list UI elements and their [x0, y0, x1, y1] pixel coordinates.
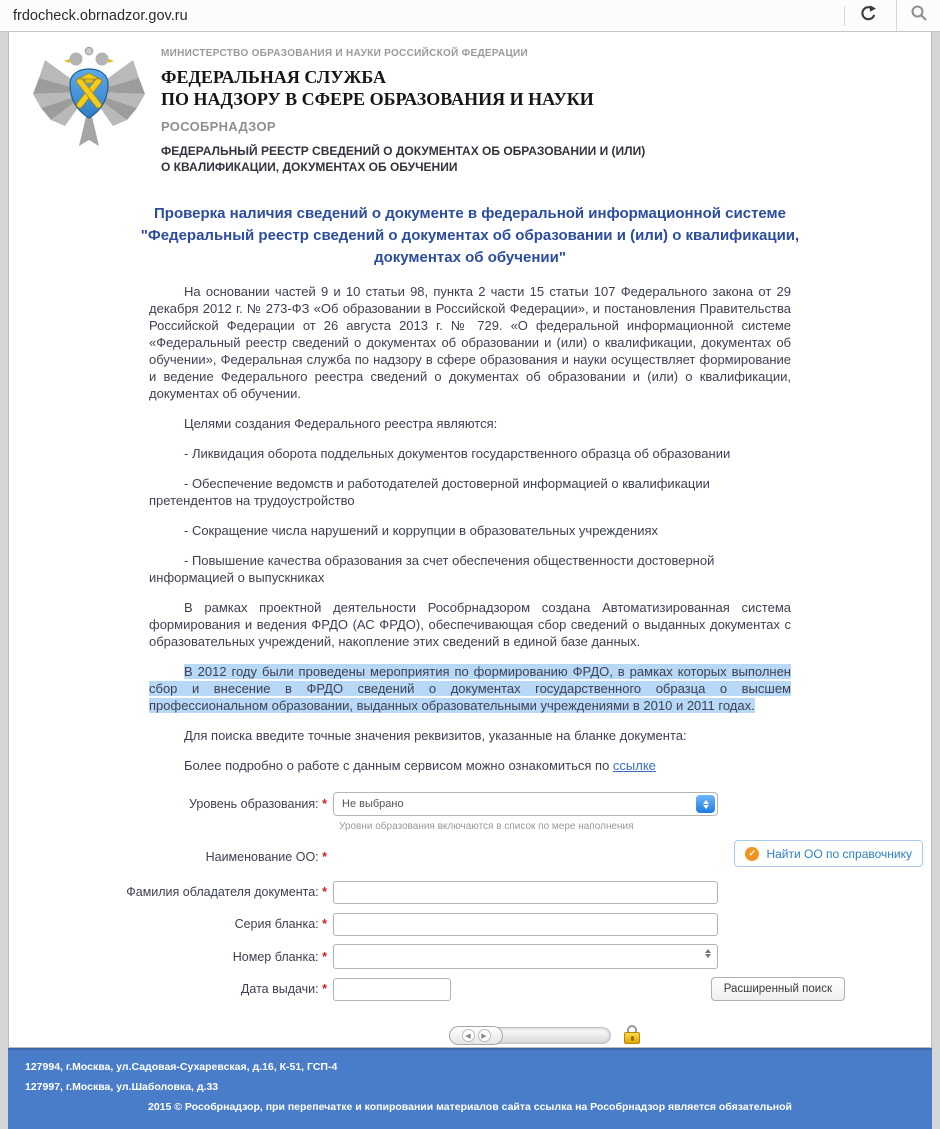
more-info-line: Более подробно о работе с данным сервисом можно ознакомиться по ссылке	[184, 758, 656, 773]
unlock-slider-zone	[9, 1023, 931, 1048]
search-icon	[910, 4, 928, 27]
issue-date-label: Дата выдачи:	[240, 982, 319, 996]
series-row	[9, 912, 931, 936]
service-short-name: РОСОБРНАДЗОР	[161, 119, 276, 134]
ministry-name: МИНИСТЕРСТВО ОБРАЗОВАНИЯ И НАУКИ РОССИЙСКОЙ ФЕДЕРАЦИИ	[161, 48, 529, 59]
search-button[interactable]	[896, 0, 940, 31]
browser-address-bar	[0, 0, 940, 32]
issue-date-row	[9, 977, 931, 1001]
find-oo-icon: ✓	[745, 847, 759, 861]
required-mark: *	[322, 797, 327, 811]
registry-name: ФЕДЕРАЛЬНЫЙ РЕЕСТР СВЕДЕНИЙ О ДОКУМЕНТАХ ОБ ОБРАЗОВАНИИ И (ИЛИ) О КВАЛИФИКАЦИИ, ДОКУМЕНТАХ ОБ ОБУЧЕНИИ	[161, 144, 646, 174]
education-level-select[interactable]	[333, 792, 718, 816]
series-input[interactable]	[333, 913, 718, 936]
advanced-search-button[interactable]: Расширенный поиск	[711, 977, 845, 1001]
education-level-row	[9, 792, 931, 816]
select-stepper-icon[interactable]	[696, 795, 715, 813]
page-content	[8, 32, 932, 1048]
number-input[interactable]	[333, 944, 718, 969]
required-mark: *	[322, 917, 327, 931]
rosobrnadzor-emblem-logo	[29, 44, 149, 175]
lock-icon	[623, 1025, 641, 1044]
unlock-slider-track[interactable]	[449, 1027, 611, 1044]
required-mark: *	[322, 982, 327, 996]
education-level-value: Не выбрано	[342, 798, 404, 810]
oo-name-label: Наименование ОО:	[205, 850, 319, 864]
service-name: ФЕДЕРАЛЬНАЯ СЛУЖБА ПО НАДЗОРУ В СФЕРЕ ОБРАЗОВАНИЯ И НАУКИ	[161, 67, 594, 109]
number-spinner-icon[interactable]	[705, 949, 711, 958]
surname-input[interactable]	[333, 881, 718, 904]
more-info-link[interactable]: ссылке	[612, 758, 656, 773]
highlighted-paragraph: В 2012 году были проведены мероприятия по формированию ФРДО, в рамках которых выполнен сбор и внесение в ФРДО сведений о документах государственного образца о высшем профессиональном образовании, выданных образовательными учреждениями в 2010 и 2011 годах.	[149, 664, 791, 713]
site-footer	[8, 1048, 932, 1129]
url-field[interactable]: frdocheck.obrnadzor.gov.ru	[13, 7, 188, 24]
goal-item: - Обеспечение ведомств и работодателей достоверной информацией о квалификации претендентов на трудоустройство	[149, 476, 710, 508]
intro-text	[149, 283, 791, 774]
search-hint: Для поиска введите точные значения реквизитов, указанные на бланке документа:	[184, 728, 687, 743]
reload-button[interactable]	[845, 0, 889, 31]
page-title: Проверка наличия сведений о документе в федеральной информационной системе "Федеральный реестр сведений о документах об образовании и (или) о квалификации, документах об обучении"	[140, 205, 800, 266]
find-oo-button[interactable]: ✓ Найти ОО по справочнику	[734, 840, 923, 867]
goal-item: - Сокращение числа нарушений и коррупции в образовательных учреждениях	[184, 523, 659, 538]
unlock-slider-handle[interactable]	[449, 1026, 503, 1045]
slider-arrow-left-icon: ◀	[462, 1029, 475, 1042]
surname-row	[9, 880, 931, 904]
education-level-label: Уровень образования:	[189, 797, 319, 811]
issue-date-input[interactable]	[333, 978, 451, 1001]
footer-copyright: 2015 © Рособрнадзор, при перепечатке и копировании материалов сайта ссылка на Рособрнадзор является обязательной	[148, 1101, 792, 1113]
intro-paragraph-frdo: В рамках проектной деятельности Рособрнадзором создана Автоматизированная система формирования и ведения ФРДО (АС ФРДО), обеспечивающая сбор сведений о выданных документах с образовательных учреждений, накопление этих сведений в единой базе данных.	[149, 600, 791, 649]
intro-paragraph-legal: На основании частей 9 и 10 статьи 98, пункта 2 части 15 статьи 107 Федерального закона от 29 декабря 2012 г. № 273-ФЗ «Об образовании в Российской Федерации», и постановления Правительства Российской Федерации от 26 августа 2013 г. № 729. «О федеральной информационной системе «Федеральный реестр сведений о документах об образовании и (или) о квалификации, документах об обучении», Федеральная служба по надзору в сфере образования и науки осуществляет формирование и ведение Федерального реестра сведений о документах об образовании и (или) о квалификации, документах об обучении.	[149, 284, 791, 401]
goal-item: - Ликвидация оборота поддельных документов государственного образца об образовании	[184, 446, 731, 461]
footer-address-1: 127994, г.Москва, ул.Садовая-Сухаревская, д.16, К-51, ГСП-4	[25, 1061, 338, 1073]
required-mark: *	[322, 850, 327, 864]
number-row	[9, 944, 931, 969]
slider-arrow-right-icon: ▶	[478, 1029, 491, 1042]
site-header	[9, 32, 931, 175]
search-form	[9, 792, 931, 1048]
number-label: Номер бланка:	[232, 949, 319, 964]
footer-address-2: 127997, г.Москва, ул.Шаболовка, д.33	[25, 1081, 219, 1093]
oo-name-row	[9, 842, 931, 872]
surname-label: Фамилия обладателя документа:	[126, 885, 319, 899]
reload-icon	[858, 4, 877, 28]
toolbar-gap	[889, 0, 896, 31]
series-label: Серия бланка:	[234, 917, 319, 931]
education-level-helper: Уровни образования включаются в список по мере наполнения	[339, 821, 634, 832]
required-mark: *	[322, 949, 327, 964]
goals-title: Целями создания Федерального реестра являются:	[184, 416, 498, 431]
goal-item: - Повышение качества образования за счет обеспечения общественности достоверной информацией о выпускниках	[149, 553, 715, 585]
required-mark: *	[322, 885, 327, 899]
